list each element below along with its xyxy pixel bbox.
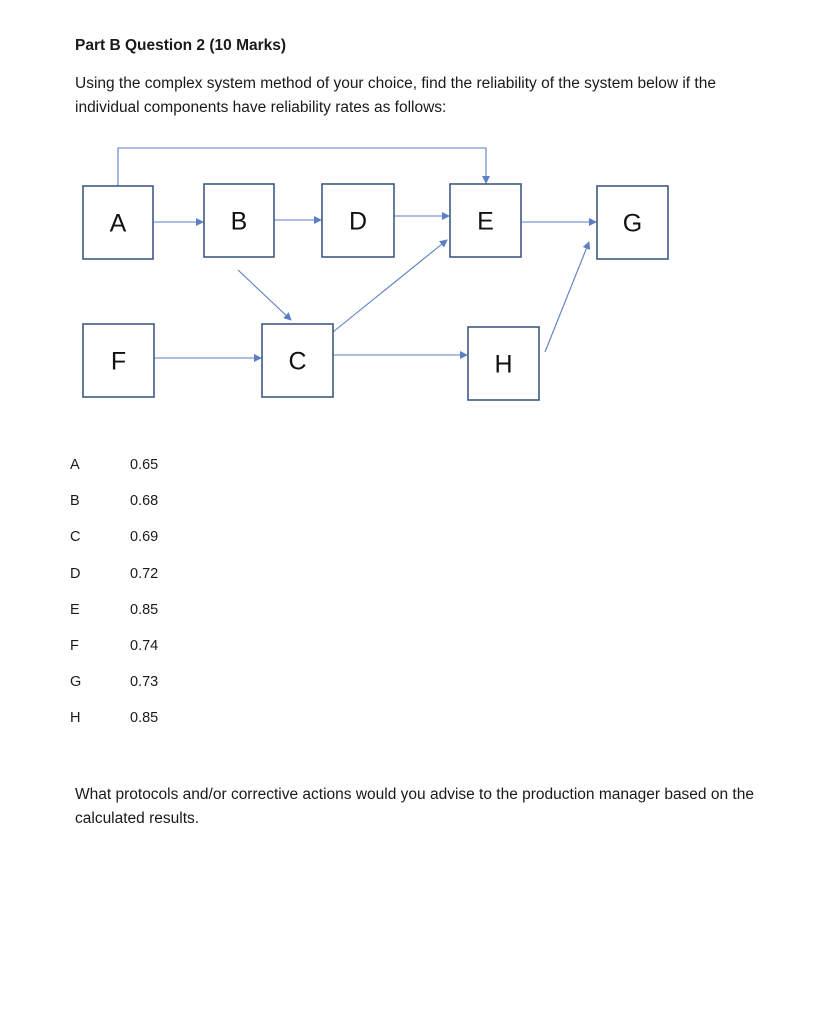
node-label-g: G <box>622 209 643 238</box>
question-intro: Using the complex system method of your choice, find the reliability of the system below if the individual components have reliability rates as follows: <box>75 75 716 116</box>
reliability-row <box>68 638 210 674</box>
reliability-component: C <box>70 529 81 546</box>
node-label-d: D <box>348 207 368 236</box>
reliability-row <box>68 457 210 493</box>
node-label-h: H <box>494 350 513 379</box>
reliability-value: 0.72 <box>130 565 159 582</box>
reliability-value: 0.74 <box>130 637 159 654</box>
node-label-f: F <box>110 347 127 376</box>
node-g <box>597 186 668 259</box>
system-diagram <box>0 0 830 440</box>
reliability-value: 0.73 <box>130 674 159 691</box>
reliability-row <box>68 710 210 746</box>
reliability-row <box>68 602 210 638</box>
node-b <box>204 184 274 257</box>
reliability-row <box>68 674 210 710</box>
node-label-a: A <box>109 209 127 238</box>
reliability-component: G <box>70 674 82 691</box>
node-f <box>83 324 154 397</box>
node-label-e: E <box>477 207 494 236</box>
node-d <box>322 184 394 257</box>
reliability-table <box>68 457 210 747</box>
edge-h-to-g <box>545 242 589 352</box>
node-label-c: C <box>288 347 307 376</box>
edge-b-to-c <box>238 270 291 320</box>
reliability-component: D <box>70 565 81 582</box>
node-e <box>450 184 521 257</box>
reliability-row <box>68 529 210 565</box>
reliability-row <box>68 566 210 602</box>
reliability-value: 0.85 <box>130 601 159 618</box>
node-c <box>262 324 333 397</box>
edge-a-to-e <box>118 148 486 186</box>
reliability-value: 0.68 <box>130 493 159 510</box>
reliability-component: E <box>70 601 80 618</box>
node-label-b: B <box>230 207 248 236</box>
reliability-component: H <box>70 710 81 727</box>
reliability-component: F <box>70 637 79 654</box>
node-a <box>83 186 153 259</box>
question-heading: Part B Question 2 (10 Marks) <box>75 37 287 54</box>
reliability-value: 0.85 <box>130 710 159 727</box>
reliability-component: B <box>70 493 80 510</box>
reliability-component: A <box>70 457 80 473</box>
node-h <box>468 327 539 400</box>
reliability-value: 0.65 <box>130 457 159 473</box>
reliability-row <box>68 493 210 529</box>
reliability-value: 0.69 <box>130 529 159 546</box>
follow-up-question: What protocols and/or corrective actions would you advise to the production manager based on the calculated results. <box>75 786 754 827</box>
